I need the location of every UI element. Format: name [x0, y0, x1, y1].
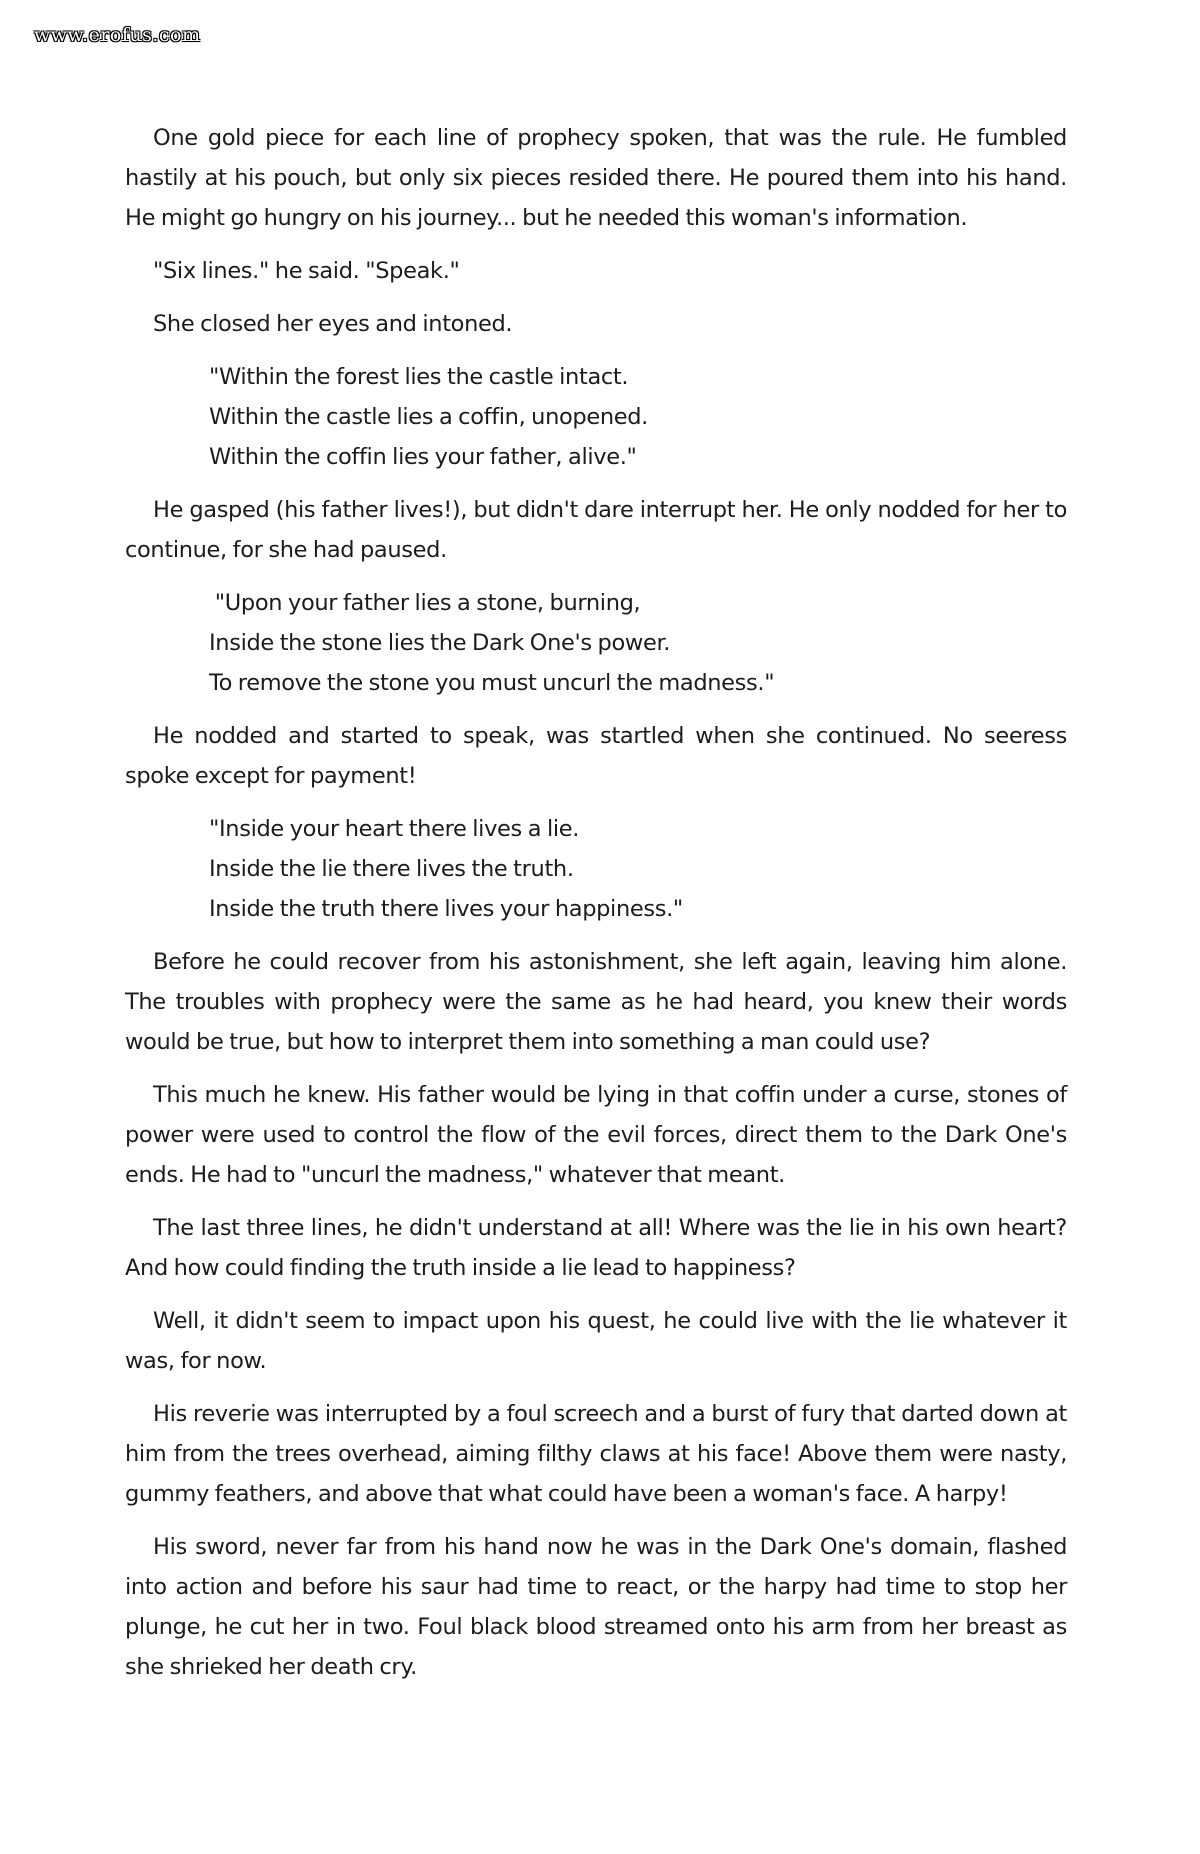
verse-line: "Upon your father lies a stone, burning, [209, 590, 641, 616]
prophecy-verse-3 [209, 809, 1067, 929]
prophecy-verse-2 [209, 583, 1067, 703]
paragraph-sword: His sword, never far from his hand now he was in the Dark One's domain, flashed into action and before his saur had time to react, or the harpy had time to stop her plunge, he cut her in two. Foul black blood streamed onto his arm from her breast as she shrieked her death cry. [125, 1534, 1067, 1680]
verse-line: Inside the truth there lives your happiness." [209, 896, 683, 922]
paragraph-much-he-knew: This much he knew. His father would be lying in that coffin under a curse, stones of power were used to control the flow of the evil forces, direct them to the Dark One's ends. He had to "uncurl the madness," whatever that meant. [125, 1082, 1067, 1188]
site-watermark: www.erofus.com [34, 24, 201, 46]
prophecy-verse-1 [209, 357, 1067, 477]
verse-line: Within the castle lies a coffin, unopened. [209, 404, 648, 430]
verse-line: Inside the lie there lives the truth. [209, 856, 574, 882]
paragraph-harpy-attack: His reverie was interrupted by a foul screech and a burst of fury that darted down at him from the trees overhead, aiming filthy claws at his face! Above them were nasty, gummy feathers, and above that what could have been a woman's face. A harpy! [125, 1401, 1067, 1507]
verse-line: "Within the forest lies the castle intact. [209, 364, 629, 390]
verse-line: Within the coffin lies your father, alive." [209, 444, 637, 470]
verse-line: Inside the stone lies the Dark One's power. [209, 630, 671, 656]
paragraph-gasped: He gasped (his father lives!), but didn't dare interrupt her. He only nodded for her to continue, for she had paused. [125, 497, 1067, 563]
paragraph-six-lines: "Six lines." he said. "Speak." [153, 258, 460, 284]
paragraph-quest: Well, it didn't seem to impact upon his quest, he could live with the lie whatever it was, for now. [125, 1308, 1067, 1374]
paragraph-last-three-lines: The last three lines, he didn't understand at all! Where was the lie in his own heart? And how could finding the truth inside a lie lead to happiness? [125, 1215, 1067, 1281]
paragraph-astonishment: Before he could recover from his astonishment, she left again, leaving him alone. The troubles with prophecy were the same as he had heard, you knew their words would be true, but how to interpret them into something a man could use? [125, 949, 1067, 1055]
paragraph-gold-rule: One gold piece for each line of prophecy spoken, that was the rule. He fumbled hastily at his pouch, but only six pieces resided there. He poured them into his hand. He might go hungry on his journey... but he needed this woman's information. [125, 125, 1067, 231]
paragraph-startled: He nodded and started to speak, was startled when she continued. No seeress spoke except for payment! [125, 723, 1067, 789]
paragraph-intoned: She closed her eyes and intoned. [153, 311, 513, 337]
verse-line: To remove the stone you must uncurl the madness." [209, 670, 775, 696]
verse-line: "Inside your heart there lives a lie. [209, 816, 580, 842]
book-page [125, 118, 1067, 1700]
